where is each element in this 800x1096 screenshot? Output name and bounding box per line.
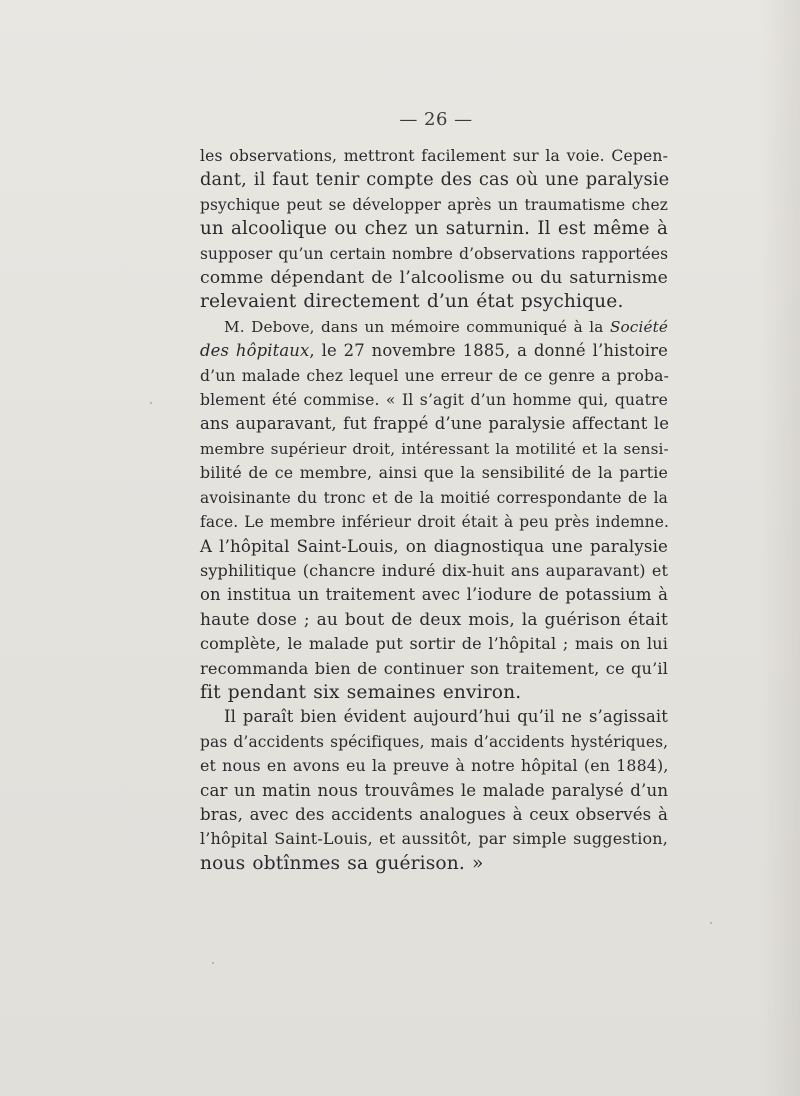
- text-line: les observations, mettront facilement sur la voie. Cepen-: [200, 147, 668, 165]
- text-line: A l’hôpital Saint-Louis, on diagnostiqua une paralysie: [200, 536, 668, 556]
- text-line: et nous en avons eu la preuve à notre hôpital (en 1884),: [200, 756, 669, 776]
- text-line: avoisinante du tronc et de la moitié correspondante de la: [200, 488, 668, 507]
- text-line: syphilitique (chancre induré dix-huit ans auparavant) et: [200, 560, 669, 580]
- text-line: nous obtînmes sa guérison. »: [200, 852, 484, 874]
- text-line: comme dépendant de l’alcoolisme ou du saturnisme: [200, 268, 668, 289]
- text-line: membre supérieur droit, intéressant la motilité et la sensi-: [200, 439, 669, 458]
- paragraph-3: [200, 705, 668, 876]
- journal-title: des hôpitaux: [200, 341, 310, 361]
- text-line: [200, 339, 668, 363]
- paragraph-1: [200, 144, 668, 315]
- text-line: ans auparavant, fut frappé d’une paralysie affectant le: [200, 414, 670, 434]
- text-line: car un matin nous trouvâmes le malade paralysé d’un: [200, 780, 669, 800]
- text-line: [200, 315, 668, 339]
- paper-speck: [212, 962, 214, 964]
- text-line: complète, le malade put sortir de l’hôpital ; mais on lui: [200, 634, 668, 654]
- paper-speck: [710, 922, 712, 924]
- text-line: Il paraît bien évident aujourd’hui qu’il ne s’agissait: [224, 707, 668, 727]
- paragraph-2: [200, 315, 668, 706]
- text-line: l’hôpital Saint-Louis, et aussitôt, par simple suggestion,: [200, 829, 668, 849]
- text-line: recommanda bien de continuer son traitement, ce qu’il: [200, 658, 669, 678]
- text-run: , le 27 novembre 1885, a donné l’histoire: [309, 341, 668, 361]
- text-line: un alcoolique ou chez un saturnin. Il est même à: [200, 218, 668, 240]
- text-line: fit pendant six semaines environ.: [200, 681, 522, 703]
- text-line: relevaient directement d’un état psychique.: [200, 291, 624, 313]
- journal-title: Société: [609, 317, 668, 336]
- text-line: dant, il faut tenir compte des cas où une paralysie: [200, 169, 670, 191]
- text-line: d’un malade chez lequel une erreur de ce genre a proba-: [200, 366, 670, 385]
- text-run: M. Debove, dans un mémoire communiqué à la: [224, 317, 610, 336]
- body-text: [200, 144, 668, 876]
- text-line: face. Le membre inférieur droit était à peu près indemne.: [200, 513, 670, 532]
- page-number: — 26 —: [399, 109, 473, 130]
- text-line: bras, avec des accidents analogues à ceux observés à: [200, 804, 668, 824]
- text-line: supposer qu’un certain nombre d’observations rapportées: [200, 244, 669, 263]
- text-line: haute dose ; au bout de deux mois, la guérison était: [200, 609, 668, 630]
- text-line: on institua un traitement avec l’iodure de potassium à: [200, 585, 668, 605]
- page-edge-shadow: [760, 0, 800, 1096]
- paper-speck: [150, 402, 152, 404]
- text-line: bilité de ce membre, ainsi que la sensibilité de la partie: [200, 463, 668, 483]
- text-line: blement été commise. « Il s’agit d’un homme qui, quatre: [200, 391, 668, 410]
- text-line: pas d’accidents spécifiques, mais d’accidents hystériques,: [200, 732, 669, 751]
- text-line: psychique peut se développer après un traumatisme chez: [200, 195, 668, 214]
